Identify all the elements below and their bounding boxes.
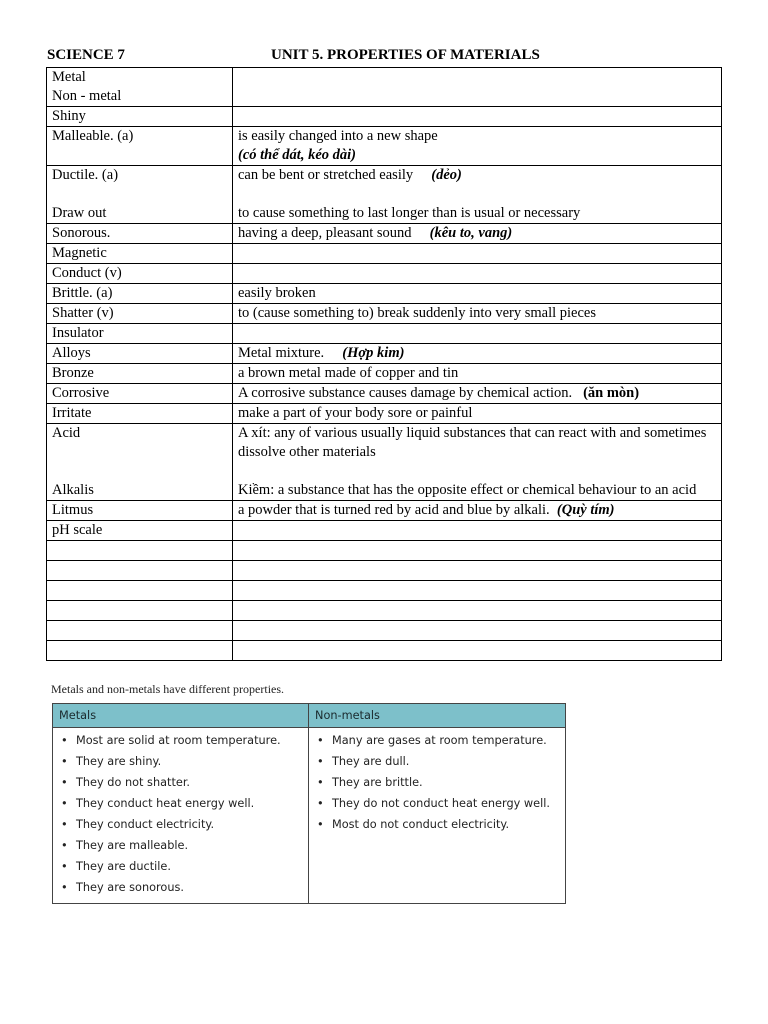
term-cell: Bronze	[47, 364, 233, 384]
translation: (ăn mòn)	[583, 385, 640, 401]
list-item: • They are malleable.	[53, 836, 308, 857]
translation: (có thể dát, kéo dài)	[238, 147, 356, 163]
document-header	[47, 47, 727, 67]
term-cell: Shatter (v)	[47, 304, 233, 324]
nonmetals-cell	[309, 728, 566, 904]
definition-cell: a powder that is turned red by acid and blue by alkali. (Quỳ tím)	[233, 501, 722, 521]
metals-list	[53, 731, 308, 899]
term-cell: Litmus	[47, 501, 233, 521]
table-row	[47, 264, 722, 284]
table-row	[47, 304, 722, 324]
definition-cell	[233, 561, 722, 581]
term-cell	[47, 561, 233, 581]
translation: (Hợp kim)	[342, 345, 405, 361]
term-cell: Insulator	[47, 324, 233, 344]
table-row	[47, 404, 722, 424]
definition-cell: Metal mixture. (Hợp kim)	[233, 344, 722, 364]
term-cell: Sonorous.	[47, 224, 233, 244]
list-item: • They do not conduct heat energy well.	[309, 794, 565, 815]
table-row	[47, 521, 722, 541]
list-item: • They conduct heat energy well.	[53, 794, 308, 815]
table-row	[47, 244, 722, 264]
table-row	[47, 384, 722, 404]
table-row	[47, 166, 722, 224]
empty-row	[47, 601, 722, 621]
definition-cell	[233, 641, 722, 661]
definition-cell	[233, 621, 722, 641]
term-cell: Brittle. (a)	[47, 284, 233, 304]
list-item: • Many are gases at room temperature.	[309, 731, 565, 752]
table-row	[47, 107, 722, 127]
definition-cell	[233, 581, 722, 601]
properties-table	[52, 703, 566, 904]
subject-title: SCIENCE 7	[47, 47, 125, 63]
nonmetals-header: Non-metals	[309, 704, 566, 728]
definition-cell: a brown metal made of copper and tin	[233, 364, 722, 384]
definition-cell	[233, 521, 722, 541]
list-item: • They are ductile.	[53, 857, 308, 878]
nonmetals-list	[309, 731, 565, 836]
definition-cell	[233, 68, 722, 107]
unit-title: UNIT 5. PROPERTIES OF MATERIALS	[271, 47, 540, 63]
term-cell: Corrosive	[47, 384, 233, 404]
definition-cell: A corrosive substance causes damage by chemical action. (ăn mòn)	[233, 384, 722, 404]
term-cell: Shiny	[47, 107, 233, 127]
definition-cell	[233, 244, 722, 264]
term-cell: Irritate	[47, 404, 233, 424]
table-row	[47, 224, 722, 244]
translation: (dẻo)	[431, 167, 462, 183]
term-cell: Magnetic	[47, 244, 233, 264]
list-item: • They are shiny.	[53, 752, 308, 773]
translation: (kêu to, vang)	[429, 225, 513, 241]
term-cell: Acid Alkalis	[47, 424, 233, 501]
empty-row	[47, 621, 722, 641]
table-row	[47, 424, 722, 501]
properties-body-row	[53, 728, 566, 904]
properties-caption: Metals and non-metals have different properties.	[51, 682, 285, 696]
table-row	[47, 364, 722, 384]
table-row	[47, 501, 722, 521]
term-cell: Conduct (v)	[47, 264, 233, 284]
empty-row	[47, 641, 722, 661]
empty-row	[47, 541, 722, 561]
list-item: • They are sonorous.	[53, 878, 308, 899]
empty-row	[47, 581, 722, 601]
table-row	[47, 127, 722, 166]
list-item: • They do not shatter.	[53, 773, 308, 794]
term-cell	[47, 581, 233, 601]
table-row	[47, 284, 722, 304]
list-item: • Most are solid at room temperature.	[53, 731, 308, 752]
definition-cell: to (cause something to) break suddenly into very small pieces	[233, 304, 722, 324]
definition-cell	[233, 107, 722, 127]
term-cell	[47, 621, 233, 641]
definition-cell	[233, 264, 722, 284]
list-item: • They are brittle.	[309, 773, 565, 794]
properties-header-row	[53, 704, 566, 728]
definition-cell: can be bent or stretched easily (dẻo) to cause something to last longer than is usual or necessary	[233, 166, 722, 224]
translation: (Quỳ tím)	[556, 502, 615, 518]
list-item: • Most do not conduct electricity.	[309, 815, 565, 836]
term-cell	[47, 641, 233, 661]
metals-cell	[53, 728, 309, 904]
term-cell	[47, 601, 233, 621]
definition-cell	[233, 601, 722, 621]
term-cell: Metal Non - metal	[47, 68, 233, 107]
definition-cell: is easily changed into a new shape (có thể dát, kéo dài)	[233, 127, 722, 166]
definition-cell: A xít: any of various usually liquid substances that can react with and sometimes dissolve other materials Kiềm: a substance that has the opposite effect or chemical behaviour to an acid	[233, 424, 722, 501]
definition-cell	[233, 541, 722, 561]
list-item: • They are dull.	[309, 752, 565, 773]
term-cell: Ductile. (a) Draw out	[47, 166, 233, 224]
metals-header: Metals	[53, 704, 309, 728]
term-cell	[47, 541, 233, 561]
empty-row	[47, 561, 722, 581]
term-cell: Alloys	[47, 344, 233, 364]
definition-cell	[233, 324, 722, 344]
table-row	[47, 68, 722, 107]
term-cell: Malleable. (a)	[47, 127, 233, 166]
definition-cell: make a part of your body sore or painful	[233, 404, 722, 424]
list-item: • They conduct electricity.	[53, 815, 308, 836]
definition-cell: having a deep, pleasant sound (kêu to, vang)	[233, 224, 722, 244]
vocabulary-table	[46, 67, 722, 661]
definition-cell: easily broken	[233, 284, 722, 304]
term-cell: pH scale	[47, 521, 233, 541]
table-row	[47, 324, 722, 344]
table-row	[47, 344, 722, 364]
